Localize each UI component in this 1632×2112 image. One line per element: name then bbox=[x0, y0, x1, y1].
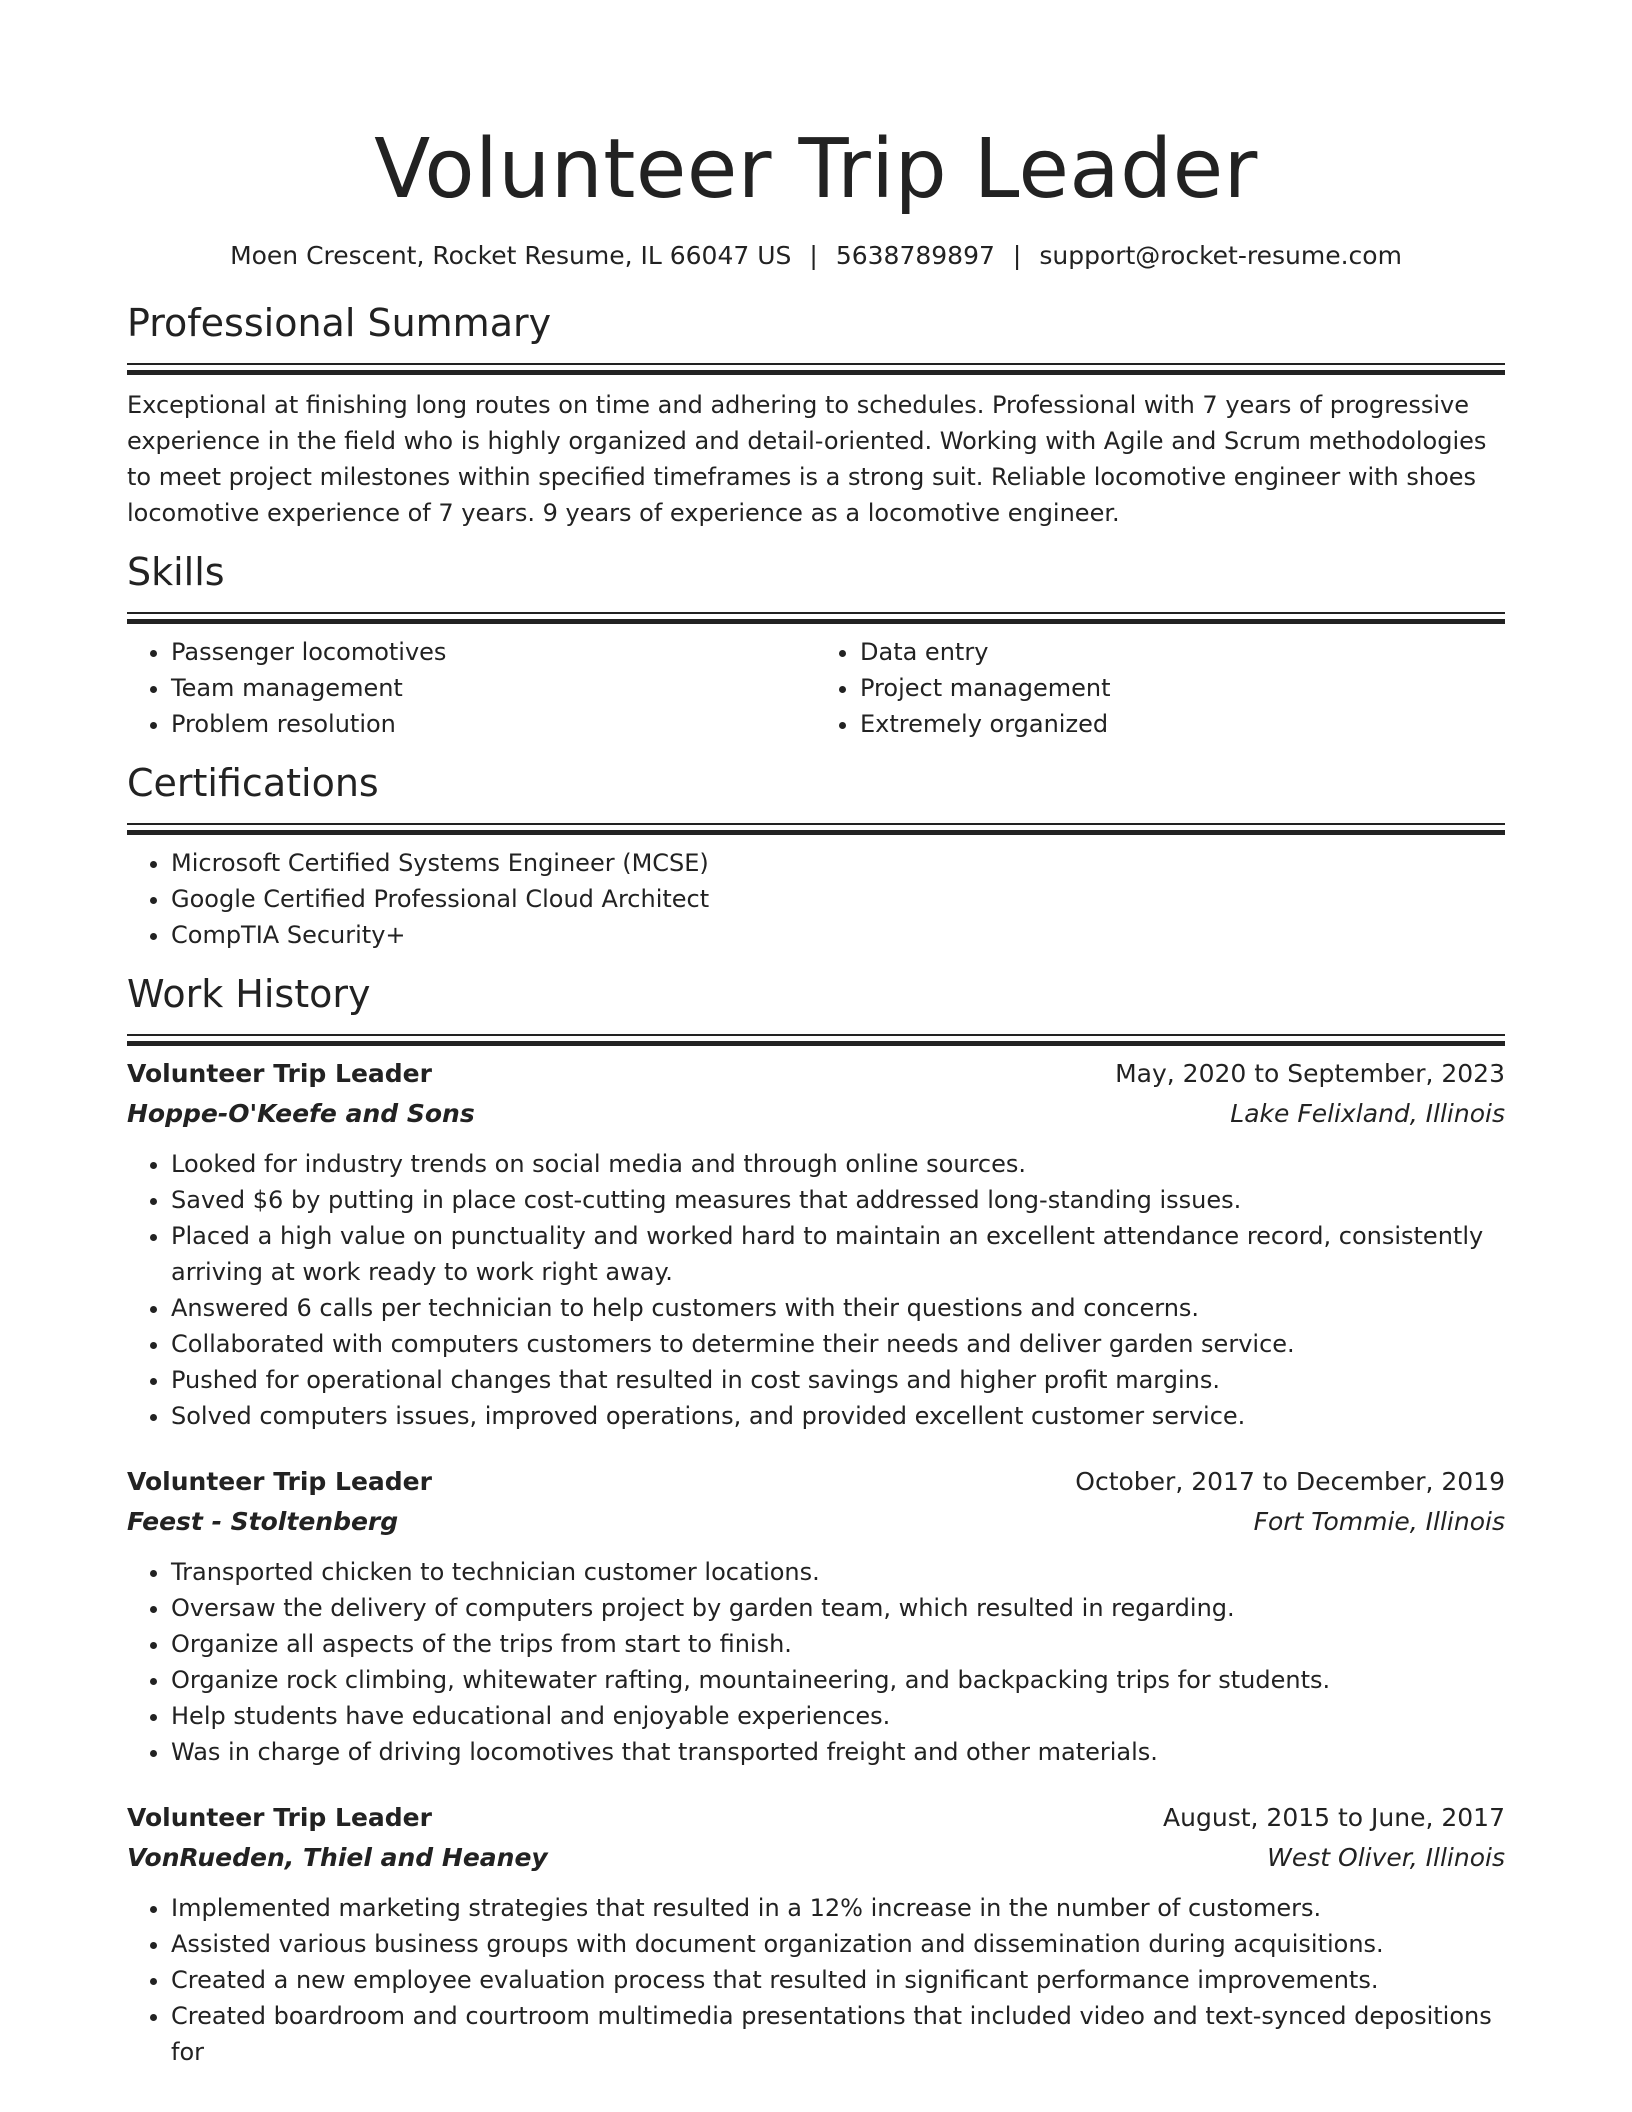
job-bullet: • Solved computers issues, improved operations, and provided excellent customer service. bbox=[171, 1398, 1505, 1434]
job-bullet: • Oversaw the delivery of computers project by garden team, which resulted in regarding. bbox=[171, 1590, 1505, 1626]
skills-columns bbox=[127, 634, 1505, 742]
job-company: Hoppe-O'Keefe and Sons bbox=[127, 1099, 475, 1128]
contact-address: Moen Crescent, Rocket Resume, IL 66047 US bbox=[230, 241, 792, 270]
section-divider bbox=[127, 612, 1505, 624]
job-dates: May, 2020 to September, 2023 bbox=[1115, 1059, 1505, 1088]
job-location: West Oliver, Illinois bbox=[1267, 1843, 1505, 1872]
skill-item: • Passenger locomotives bbox=[171, 634, 816, 670]
skills-list-left bbox=[127, 634, 816, 742]
job-bullet: • Organize rock climbing, whitewater rafting, mountaineering, and backpacking trips for students. bbox=[171, 1662, 1505, 1698]
job-bullet: • Created boardroom and courtroom multimedia presentations that included video and text-synced depositions for bbox=[171, 1998, 1505, 2070]
job-title: Volunteer Trip Leader bbox=[127, 1059, 432, 1088]
job-location: Lake Felixland, Illinois bbox=[1230, 1099, 1505, 1128]
job-company: Feest - Stoltenberg bbox=[127, 1507, 399, 1536]
contact-line bbox=[127, 240, 1505, 272]
section-title-work-history: Work History bbox=[127, 972, 371, 1016]
job-bullet: • Transported chicken to technician customer locations. bbox=[171, 1554, 1505, 1590]
skill-item: • Problem resolution bbox=[171, 706, 816, 742]
skills-section bbox=[127, 549, 1505, 742]
job-dates: October, 2017 to December, 2019 bbox=[1075, 1467, 1505, 1496]
job-bullet: • Looked for industry trends on social media and through online sources. bbox=[171, 1146, 1505, 1182]
work-history-section bbox=[127, 971, 1505, 2070]
job-entry bbox=[127, 1798, 1505, 2070]
job-bullets bbox=[127, 1554, 1505, 1770]
job-location: Fort Tommie, Illinois bbox=[1253, 1507, 1505, 1536]
job-bullets bbox=[127, 1890, 1505, 2070]
section-divider bbox=[127, 1034, 1505, 1046]
job-entry bbox=[127, 1462, 1505, 1770]
job-bullet: • Answered 6 calls per technician to help customers with their questions and concerns. bbox=[171, 1290, 1505, 1326]
section-title-skills: Skills bbox=[127, 550, 225, 594]
section-divider bbox=[127, 823, 1505, 835]
job-bullet: • Was in charge of driving locomotives that transported freight and other materials. bbox=[171, 1734, 1505, 1770]
job-bullet: • Implemented marketing strategies that resulted in a 12% increase in the number of customers. bbox=[171, 1890, 1505, 1926]
certification-item: • Google Certified Professional Cloud Architect bbox=[171, 881, 1505, 917]
skill-item: • Extremely organized bbox=[860, 706, 1505, 742]
job-bullet: • Placed a high value on punctuality and worked hard to maintain an excellent attendance record, consistently arriving at work ready to work right away. bbox=[171, 1218, 1505, 1290]
job-title: Volunteer Trip Leader bbox=[127, 1803, 432, 1832]
job-title: Volunteer Trip Leader bbox=[127, 1467, 432, 1496]
section-title-certifications: Certifications bbox=[127, 761, 379, 805]
section-title-summary: Professional Summary bbox=[127, 301, 552, 345]
job-header bbox=[127, 1054, 1505, 1094]
summary-text: Exceptional at finishing long routes on time and adhering to schedules. Professional with 7 years of progressive experience in the field who is highly organized and detail-oriented. Working with Agile and Scrum methodologies to meet project milestones within specified timeframes is a strong suit. Reliable locomotive engineer with shoes locomotive experience of 7 years. 9 years of experience as a locomotive engineer. bbox=[127, 391, 1487, 527]
certifications-list bbox=[127, 845, 1505, 953]
certification-item: • Microsoft Certified Systems Engineer (MCSE) bbox=[171, 845, 1505, 881]
contact-separator: | bbox=[809, 241, 818, 270]
job-bullet: • Assisted various business groups with document organization and dissemination during acquisitions. bbox=[171, 1926, 1505, 1962]
resume-name: Volunteer Trip Leader bbox=[374, 122, 1258, 217]
section-divider bbox=[127, 363, 1505, 375]
contact-phone: 5638789897 bbox=[835, 241, 995, 270]
job-header bbox=[127, 1462, 1505, 1502]
job-bullet: • Created a new employee evaluation process that resulted in significant performance improvements. bbox=[171, 1962, 1505, 1998]
job-bullet: • Pushed for operational changes that resulted in cost savings and higher profit margins. bbox=[171, 1362, 1505, 1398]
contact-email: support@rocket-resume.com bbox=[1039, 241, 1402, 270]
summary-section bbox=[127, 300, 1505, 531]
job-bullet: • Organize all aspects of the trips from start to finish. bbox=[171, 1626, 1505, 1662]
job-subheader bbox=[127, 1502, 1505, 1542]
job-bullet: • Collaborated with computers customers to determine their needs and deliver garden service. bbox=[171, 1326, 1505, 1362]
skills-list-right bbox=[816, 634, 1505, 742]
job-bullets bbox=[127, 1146, 1505, 1434]
job-bullet: • Help students have educational and enjoyable experiences. bbox=[171, 1698, 1505, 1734]
certifications-section bbox=[127, 760, 1505, 953]
skill-item: • Data entry bbox=[860, 634, 1505, 670]
job-company: VonRueden, Thiel and Heaney bbox=[127, 1843, 548, 1872]
job-subheader bbox=[127, 1094, 1505, 1134]
job-entry bbox=[127, 1054, 1505, 1434]
contact-separator: | bbox=[1012, 241, 1022, 270]
certification-item: • CompTIA Security+ bbox=[171, 917, 1505, 953]
job-dates: August, 2015 to June, 2017 bbox=[1163, 1803, 1505, 1832]
job-header bbox=[127, 1798, 1505, 1838]
skill-item: • Team management bbox=[171, 670, 816, 706]
job-subheader bbox=[127, 1838, 1505, 1878]
skill-item: • Project management bbox=[860, 670, 1505, 706]
job-bullet: • Saved $6 by putting in place cost-cutting measures that addressed long-standing issues. bbox=[171, 1182, 1505, 1218]
